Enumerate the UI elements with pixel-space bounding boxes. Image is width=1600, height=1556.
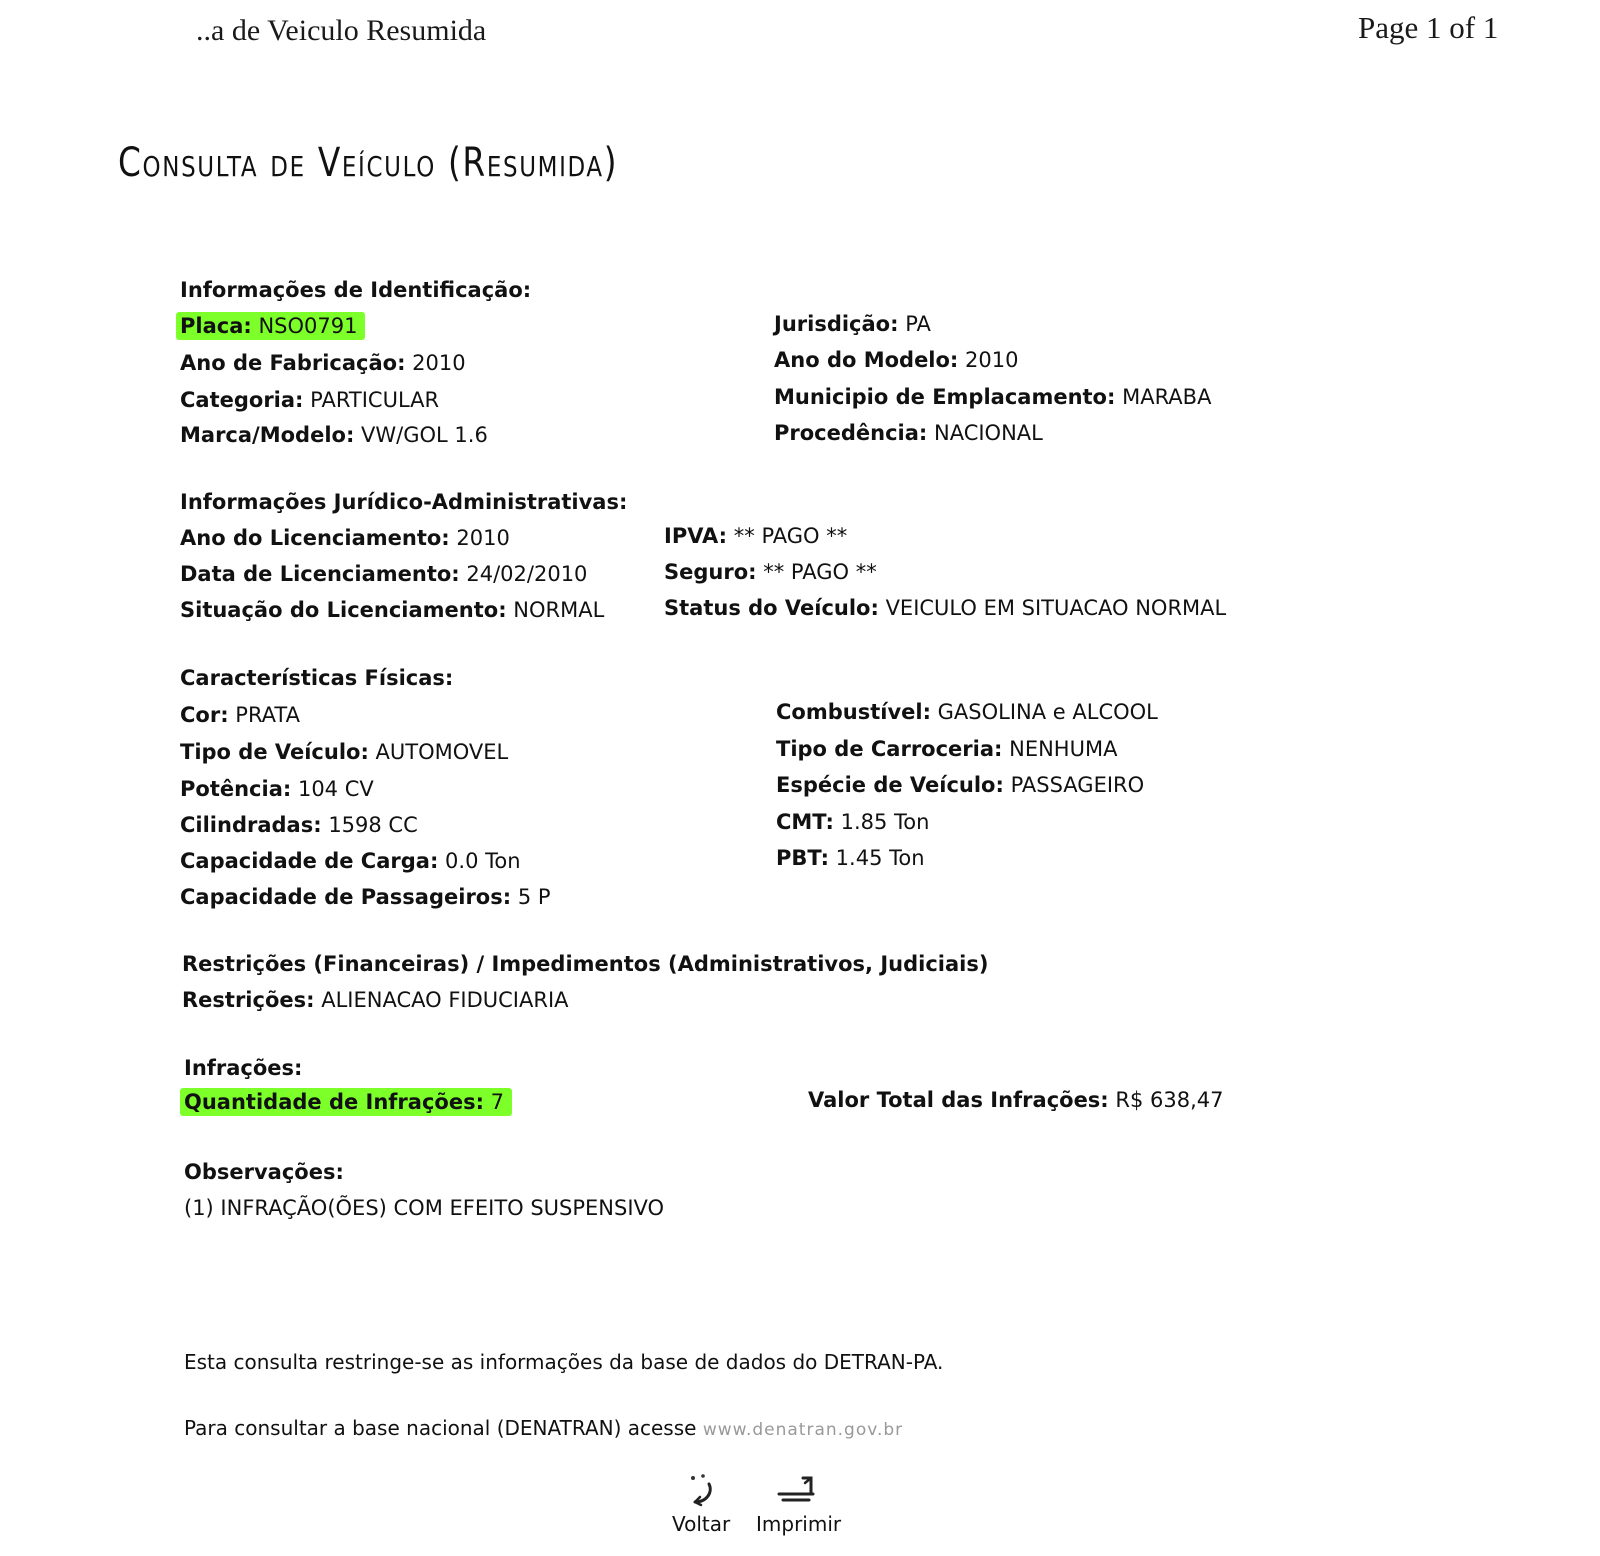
- field-ipva: IPVA: ** PAGO **: [664, 524, 848, 548]
- section-heading-fisicas: Características Físicas:: [180, 666, 454, 690]
- field-especie: Espécie de Veículo: PASSAGEIRO: [776, 773, 1145, 797]
- imprimir-label: Imprimir: [756, 1512, 842, 1536]
- section-heading-juridico: Informações Jurídico-Administrativas:: [180, 490, 628, 514]
- page-title: Consulta de Veículo (Resumida): [118, 140, 619, 186]
- denatran-link[interactable]: www.denatran.gov.br: [702, 1420, 904, 1440]
- section-heading-identificacao: Informações de Identificação:: [180, 278, 532, 302]
- observacoes-text: (1) INFRAÇÃO(ÕES) COM EFEITO SUSPENSIVO: [184, 1196, 665, 1220]
- field-procedencia: Procedência: NACIONAL: [774, 421, 1043, 445]
- page-number: Page 1 of 1: [1358, 10, 1499, 45]
- back-icon: [679, 1470, 723, 1508]
- print-icon: [773, 1470, 825, 1508]
- field-status-veiculo: Status do Veículo: VEICULO EM SITUACAO NORMAL: [664, 596, 1227, 620]
- section-heading-observacoes: Observações:: [184, 1160, 344, 1184]
- field-tipo-carroceria: Tipo de Carroceria: NENHUMA: [776, 737, 1118, 761]
- field-cilindradas: Cilindradas: 1598 CC: [180, 813, 418, 837]
- field-valor-total-infracoes: Valor Total das Infrações: R$ 638,47: [808, 1088, 1224, 1112]
- footer-note: Esta consulta restringe-se as informações da base de dados do DETRAN-PA.: [184, 1350, 944, 1374]
- field-situacao-licenciamento: Situação do Licenciamento: NORMAL: [180, 598, 605, 622]
- field-jurisdicao: Jurisdição: PA: [774, 312, 931, 336]
- field-pbt: PBT: 1.45 Ton: [776, 846, 925, 870]
- field-capacidade-carga: Capacidade de Carga: 0.0 Ton: [180, 849, 521, 873]
- highlight-placa: Placa: NSO0791: [176, 312, 365, 340]
- field-municipio: Municipio de Emplacamento: MARABA: [774, 385, 1212, 409]
- section-heading-restricoes: Restrições (Financeiras) / Impedimentos (Administrativos, Judiciais): [182, 952, 989, 976]
- page-header-title: ..a de Veiculo Resumida: [196, 14, 487, 47]
- section-heading-infracoes: Infrações:: [184, 1056, 303, 1080]
- field-categoria: Categoria: PARTICULAR: [180, 388, 440, 412]
- field-capacidade-passageiros: Capacidade de Passageiros: 5 P: [180, 885, 551, 909]
- field-ano-licenciamento: Ano do Licenciamento: 2010: [180, 526, 510, 550]
- field-data-licenciamento: Data de Licenciamento: 24/02/2010: [180, 562, 588, 586]
- field-quantidade-infracoes: [180, 1088, 512, 1116]
- footer-national: Para consultar a base nacional (DENATRAN) acesse www.denatran.gov.br: [184, 1416, 904, 1440]
- highlight-quantidade: Quantidade de Infrações: 7: [180, 1088, 512, 1116]
- field-cor: Cor: PRATA: [180, 703, 300, 727]
- field-cmt: CMT: 1.85 Ton: [776, 810, 930, 834]
- field-combustivel: Combustível: GASOLINA e ALCOOL: [776, 700, 1158, 724]
- field-tipo-veiculo: Tipo de Veículo: AUTOMOVEL: [180, 740, 509, 764]
- imprimir-button[interactable]: [756, 1470, 841, 1536]
- field-ano-modelo: Ano do Modelo: 2010: [774, 348, 1019, 372]
- field-seguro: Seguro: ** PAGO **: [664, 560, 877, 584]
- field-placa: [176, 312, 365, 340]
- voltar-button[interactable]: [672, 1470, 730, 1536]
- field-restricoes: Restrições: ALIENACAO FIDUCIARIA: [182, 988, 569, 1012]
- field-ano-fabricacao: Ano de Fabricação: 2010: [180, 351, 466, 375]
- field-marca-modelo: Marca/Modelo: VW/GOL 1.6: [180, 423, 488, 447]
- voltar-label: Voltar: [672, 1512, 731, 1536]
- field-potencia: Potência: 104 CV: [180, 777, 374, 801]
